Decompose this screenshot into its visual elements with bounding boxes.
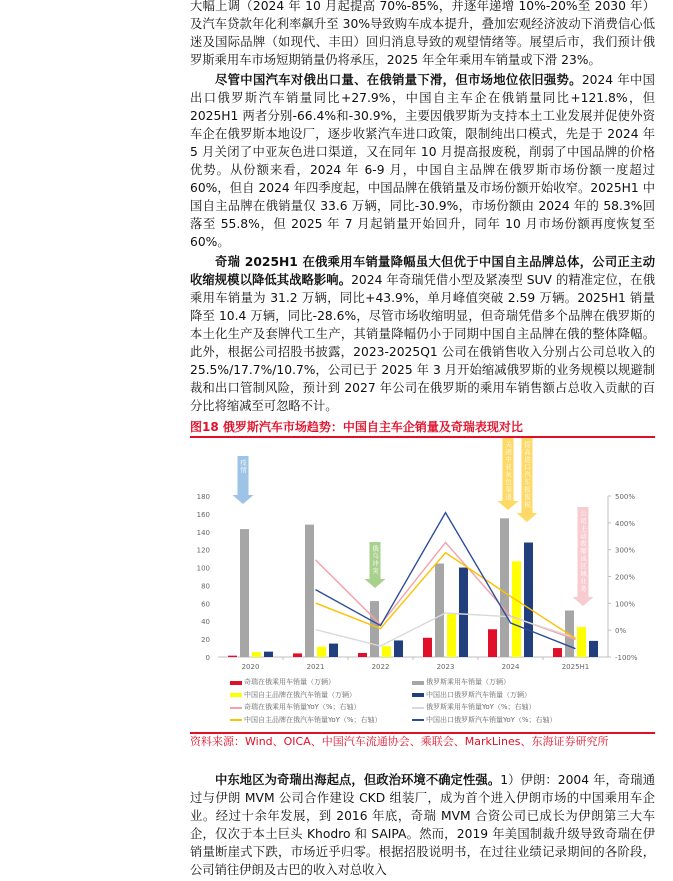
y-right-tick-label: 500% bbox=[615, 493, 636, 501]
bar-3 bbox=[317, 647, 326, 657]
figure-title: 图18 俄罗斯汽车市场趋势：中国自主车企销量及奇瑞表现对比 bbox=[190, 420, 523, 434]
paragraph-2 bbox=[190, 71, 655, 251]
bar-4 bbox=[459, 568, 468, 657]
annotation-label: 公司主动收缩该区域业务 bbox=[579, 510, 587, 593]
paragraph-1 bbox=[190, 0, 655, 69]
legend-item bbox=[412, 703, 536, 712]
legend-item bbox=[230, 691, 356, 700]
bar-4 bbox=[524, 543, 533, 657]
document-body bbox=[190, 0, 655, 881]
legend-item bbox=[412, 691, 531, 700]
x-tick-label: 2021 bbox=[306, 663, 325, 671]
bar-1 bbox=[423, 638, 432, 657]
y-left-tick-label: 80 bbox=[201, 582, 210, 591]
bar-2 bbox=[305, 525, 314, 657]
bar-3 bbox=[252, 652, 261, 657]
x-tick-label: 2024 bbox=[501, 663, 520, 671]
annotation-label: 关闭中亚灰色渠道 bbox=[504, 441, 512, 501]
paragraph-body: 2024 年奇瑞凭借小型及紧凑型 SUV 的精准定位，在俄乘用车销量为 31.2 万辆，同比+43.9%，单月峰值突破 2.59 万辆。2025H1 销量降至 10.4 万辆，同比-28.6%，尽管市场收缩明显，但奇瑞凭借多个品牌在俄罗斯的本土化生产及套牌代工生产，其销量降幅仍小于同期中国自主品牌在俄的整体降幅。此外，根据公司招股书披露，2023-2025Q1 公司在俄销售收入分别占公司总收入的 25.5%/17.7%/10.7%，公司已于 2025 年 3 月开始缩减俄罗斯的业务规模以规避制裁和出口管制风险，预计到 2027 年公司在俄罗斯的乘用车销售额占总收入贡献的百分比将缩减至可忽略不计。 bbox=[190, 273, 655, 413]
legend-swatch bbox=[230, 681, 242, 685]
x-tick-label: 2025H1 bbox=[561, 663, 590, 671]
legend-swatch bbox=[230, 707, 242, 709]
legend-label: 俄罗斯乘用车销量（万辆） bbox=[426, 678, 510, 686]
bar-2 bbox=[370, 601, 379, 657]
legend-swatch bbox=[230, 719, 242, 721]
y-left-tick-label: 40 bbox=[201, 618, 210, 627]
y-left-tick-label: 140 bbox=[196, 528, 210, 537]
y-right-tick-label: 400% bbox=[615, 519, 636, 528]
legend-label: 俄罗斯乘用车销量YoY（%；右轴） bbox=[426, 703, 536, 711]
annotation-label: 疫情 bbox=[239, 459, 247, 474]
legend-swatch bbox=[412, 707, 424, 709]
paragraph-body: 1）伊朗：2004 年，奇瑞通过与伊朗 MVM 公司合作建设 CKD 组装厂，成为首个进入伊朗市场的中国乘用车企业。经过十余年发展，到 2016 年底，奇瑞 MVM 合资公司已成长为伊朗第三大车企，仅次于本土巨头 Khodro 和 SAIPA。然而，2019 年美国制裁升级导致奇瑞在伊销量断崖式下跌，市场近乎归零。根据招股说明书，在过往业绩记录期间的各阶段，公司销往伊朗及古巴的收入对总收入 bbox=[190, 773, 655, 877]
legend-item bbox=[412, 678, 510, 687]
bar-1 bbox=[488, 629, 497, 657]
y-right-tick-label: 100% bbox=[615, 600, 636, 609]
y-left-tick-label: 180 bbox=[196, 493, 210, 501]
bar-1 bbox=[293, 653, 302, 657]
y-left-tick-label: 60 bbox=[201, 600, 210, 609]
legend-label: 中国出口俄罗斯汽车销量YoY（%；右轴） bbox=[426, 715, 557, 724]
figure-source: 资料来源：Wind、OICA、中国汽车流通协会、乘联会、MarkLines、东海证券研究所 bbox=[190, 735, 609, 748]
paragraph-3 bbox=[190, 253, 655, 415]
bar-2 bbox=[500, 518, 509, 657]
y-right-tick-label: -100% bbox=[615, 654, 638, 662]
legend-swatch bbox=[230, 693, 242, 697]
y-left-tick-label: 0 bbox=[205, 654, 210, 662]
y-left-tick-label: 120 bbox=[196, 546, 210, 555]
legend-item bbox=[412, 716, 557, 725]
legend-swatch bbox=[412, 681, 424, 685]
legend-item bbox=[230, 716, 382, 725]
chart bbox=[190, 438, 673, 673]
bar-4 bbox=[589, 641, 598, 657]
yoy-line-4 bbox=[316, 513, 576, 649]
paragraph-lead: 奇瑞 2025H1 在俄乘用车销量降幅虽大但优于中国自主品牌总体，公司正主动收缩规模以降低其战略影响。 bbox=[190, 255, 655, 287]
annotation-label: 俄乌冲突 bbox=[371, 545, 379, 575]
bar-3 bbox=[577, 627, 586, 657]
legend-label: 中国出口俄罗斯汽车销量（万辆） bbox=[426, 690, 531, 699]
y-right-tick-label: 200% bbox=[615, 573, 636, 582]
legend-item bbox=[230, 678, 335, 687]
bar-4 bbox=[394, 640, 403, 657]
bar-1 bbox=[553, 648, 562, 657]
legend-swatch bbox=[412, 693, 424, 697]
bar-1 bbox=[358, 653, 367, 657]
y-left-tick-label: 20 bbox=[201, 636, 210, 645]
bar-3 bbox=[447, 614, 456, 657]
legend-item bbox=[230, 703, 361, 712]
y-left-tick-label: 160 bbox=[196, 510, 210, 519]
paragraph-body: 大幅上调（2024 年 10 月起提高 70%-85%，并逐年递增 10%-20%至 2030 年）及汽车贷款年化利率飙升至 30%导致购车成本提升，叠加宏观经济波动下消费信心低迷及国际品牌（如现代、丰田）回归消息导致的观望情绪等。展望后市，我们预计俄罗斯乘用车市场短期销量仍将承压，2025 年全年乘用车销量或下滑 23%。 bbox=[190, 0, 655, 67]
legend-label: 奇瑞在俄乘用车销量（万辆） bbox=[244, 678, 335, 686]
bar-4 bbox=[329, 644, 338, 657]
paragraph-lead: 中东地区为奇瑞出海起点，但政治环境不确定性强。 bbox=[215, 773, 501, 787]
legend-label: 中国自主品牌在俄汽车销量YoY（%；右轴） bbox=[244, 715, 382, 724]
figure bbox=[190, 438, 655, 732]
paragraph-4 bbox=[190, 771, 655, 879]
legend-swatch bbox=[412, 719, 424, 721]
x-tick-label: 2020 bbox=[241, 663, 260, 671]
paragraph-lead: 尽管中国汽车对俄出口量、在俄销量下滑，但市场地位依旧强势。 bbox=[215, 73, 582, 87]
x-tick-label: 2023 bbox=[436, 663, 455, 671]
bar-1 bbox=[228, 656, 237, 657]
bar-2 bbox=[435, 564, 444, 657]
legend-label: 中国自主品牌在俄汽车销量（万辆） bbox=[244, 690, 356, 699]
legend-label: 奇瑞在俄乘用车销量YoY（%；右轴） bbox=[244, 703, 361, 711]
bar-2 bbox=[240, 529, 249, 657]
y-right-tick-label: 0% bbox=[615, 627, 627, 636]
y-left-tick-label: 100 bbox=[196, 564, 210, 573]
y-right-tick-label: 300% bbox=[615, 546, 636, 555]
bar-4 bbox=[264, 652, 273, 657]
bar-3 bbox=[382, 646, 391, 657]
paragraph-body: 2024 年中国出口俄罗斯汽车销量同比+27.9%，中国自主车企在俄销量同比+121.8%，但 2025H1 两者分别-66.4%和-30.9%，主要因俄罗斯为支持本土工业发展并促使外资车企在俄罗斯本地设厂，逐步收紧汽车进口政策，限制纯出口模式，先是于 2024 年 5 月关闭了中亚灰色进口渠道，又在同年 10 月提高报废税，削弱了中国品牌的价格优势。从份额来看，2024 年 6-9 月，中国自主品牌在俄罗斯市场份额一度超过 60%，但自 2024 年四季度起，中国品牌在俄销量及市场份额开始收窄。2025H1 中国自主品牌在俄销量仅 33.6 万辆，同比-30.9%，市场份额由 2024 年的 58.3%回落至 55.8%，但 2025 年 7 月起销量开始回升，同年 10 月市场份额再度恢复至 60%。 bbox=[190, 73, 655, 249]
x-tick-label: 2022 bbox=[371, 663, 390, 671]
annotation-label: 提高进口汽车报废税 bbox=[523, 441, 531, 509]
bar-3 bbox=[512, 561, 521, 657]
bar-2 bbox=[565, 610, 574, 657]
